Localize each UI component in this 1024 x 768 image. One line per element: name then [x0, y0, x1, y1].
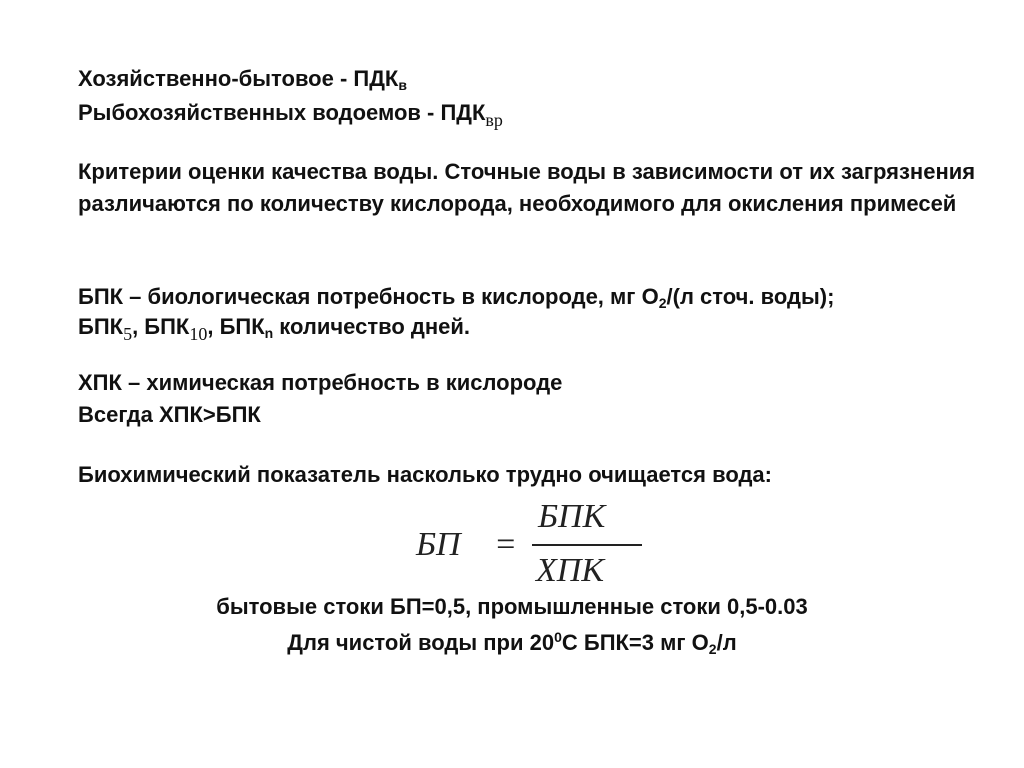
household-text: Хозяйственно-бытовое - ПДК — [78, 66, 399, 91]
clean-water-sup: 0 — [554, 629, 562, 645]
biochem-line: Биохимический показатель насколько трудно очищается вода: — [78, 462, 772, 487]
always-line: Всегда ХПК>БПК — [78, 402, 261, 427]
clean-water-text: Для чистой воды при 20 — [287, 630, 555, 655]
fishery-sub: вр — [485, 110, 503, 130]
bpkn-text: , БПК — [207, 314, 265, 339]
criteria-paragraph: Критерии оценки качества воды. Сточные воды в зависимости от их загрязнения различаются по количеству кислорода, необходимого для окисления примесей — [78, 159, 976, 216]
fishery-line — [78, 98, 503, 135]
formula-denominator: ХПК — [536, 552, 604, 589]
household-sub: в — [398, 77, 407, 93]
formula-equals: = — [494, 526, 517, 563]
bpkn-sub: n — [264, 325, 274, 341]
bpkn-tail: количество дней. — [273, 314, 471, 339]
fraction-bar — [532, 544, 642, 546]
household-line — [78, 64, 407, 100]
formula-lhs: БП — [416, 526, 461, 563]
bpk-definition-sub: 2 — [658, 295, 667, 311]
formula-numerator: БПК — [538, 498, 606, 535]
bpk10-sub: 10 — [189, 324, 208, 344]
bpk-definition-text: БПК – биологическая потребность в кислороде, мг О — [78, 284, 659, 309]
clean-water-tail: /л — [716, 630, 737, 655]
bpk-variants-line — [78, 312, 470, 349]
clean-water-mid: С БПК=3 мг О — [561, 630, 709, 655]
clean-water-line — [0, 622, 1024, 664]
bpk10-text: , БПК — [132, 314, 190, 339]
bpk5-text: БПК — [78, 314, 124, 339]
bp-formula — [408, 496, 648, 596]
clean-water-sub: 2 — [708, 641, 717, 657]
stocks-line: бытовые стоки БП=0,5, промышленные стоки 0,5-0.03 — [216, 594, 808, 619]
hpk-definition-line: ХПК – химическая потребность в кислороде — [78, 370, 563, 395]
bpk5-sub: 5 — [123, 324, 133, 344]
fishery-text: Рыбохозяйственных водоемов - ПДК — [78, 100, 486, 125]
bpk-definition-tail: /(л сточ. воды); — [666, 284, 835, 309]
